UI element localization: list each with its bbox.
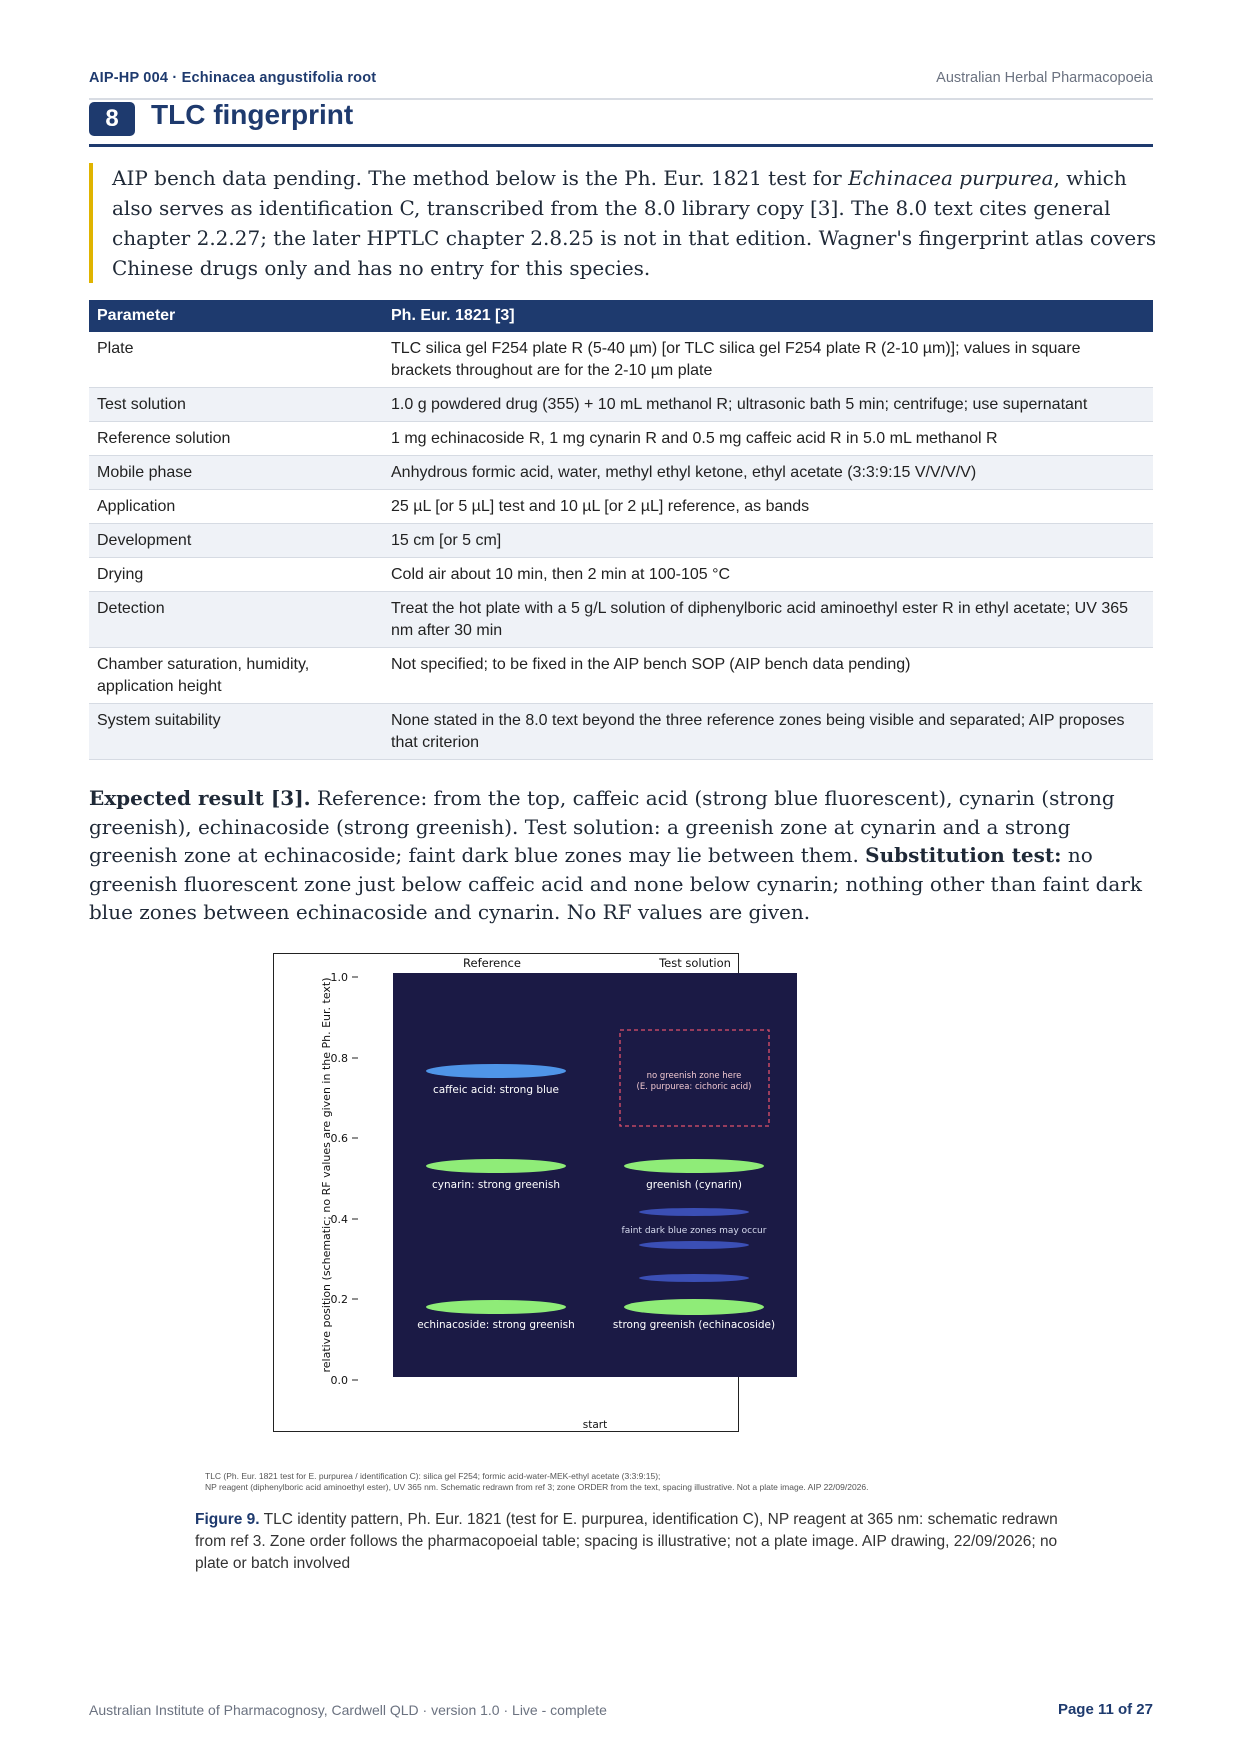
figure-caption <box>195 1509 1075 1575</box>
echinacoside-ref-label: echinacoside: strong greenish <box>417 1319 575 1331</box>
section-heading <box>89 100 1153 147</box>
callout-text-2: , which also serves as identification C, transcribed from the 8.0 library copy [3]. The 8.0 text cites general chapter 2.2.27; the later HPTLC chapter 2.8.25 is not in that edition. Wagner's fingerprint atlas covers Chinese drugs only and has no entry for this species. <box>112 166 1157 280</box>
caption-text: TLC identity pattern, Ph. Eur. 1821 (test for E. purpurea, identification C), NP reagent at 365 nm: schematic redrawn from ref 3. Zone order follows the pharmacopoeial table; spacing is illustrative; not a plate image. AIP drawing, 22/09/2026; no plate or batch involved <box>195 1511 1058 1572</box>
publication-name: Australian Herbal Pharmacopoeia <box>936 70 1153 86</box>
faint-dark-blue-zone <box>639 1208 749 1216</box>
column-label-test: Test solution <box>659 956 731 970</box>
y-tick-label: 0.0 <box>330 1374 348 1387</box>
expected-text: Reference: from the top, caffeic acid (strong blue fluorescent), cynarin (strong greenish), echinacoside (strong greenish). Test solution: a greenish zone at cynarin and a strong greenish zone at echinacoside; faint dark blue zones may lie between them. <box>89 786 1115 867</box>
table-row <box>89 490 1153 524</box>
section-title: TLC fingerprint <box>151 99 354 130</box>
cynarin-reference-zone <box>426 1159 566 1173</box>
faint-zone-label: faint dark blue zones may occur <box>621 1226 767 1236</box>
column-header: Ph. Eur. 1821 [3] <box>383 300 1153 332</box>
param-name: Application <box>89 490 383 524</box>
pending-note-callout <box>89 163 1162 283</box>
echinacoside-test-zone <box>624 1299 764 1315</box>
callout-species: Echinacea purpurea <box>848 166 1054 190</box>
cynarin-ref-label: cynarin: strong greenish <box>432 1179 560 1191</box>
cynarin-test-zone <box>624 1159 764 1173</box>
param-value: 1.0 g powdered drug (355) + 10 mL methanol R; ultrasonic bath 5 min; centrifuge; use supernatant <box>383 388 1153 422</box>
caffeic-acid-zone <box>426 1064 566 1078</box>
y-axis-ticks <box>331 971 359 1387</box>
table-row <box>89 648 1153 704</box>
figure-technical-note <box>205 1471 1105 1493</box>
param-name: Chamber saturation, humidity, application height <box>89 648 383 704</box>
y-tick-label: 1.0 <box>330 971 348 984</box>
table-header-row <box>89 300 1153 332</box>
column-label-reference: Reference <box>463 956 521 970</box>
caffeic-zone-label: caffeic acid: strong blue <box>432 1084 560 1096</box>
param-value: None stated in the 8.0 text beyond the three reference zones being visible and separated; AIP proposes that criterion <box>383 704 1153 760</box>
y-tick-label: 0.6 <box>330 1132 348 1145</box>
callout-text-1: AIP bench data pending. The method below is the Ph. Eur. 1821 test for <box>112 166 849 190</box>
faint-dark-blue-zone <box>639 1241 749 1249</box>
param-value: 25 µL [or 5 µL] test and 10 µL [or 2 µL] reference, as bands <box>383 490 1153 524</box>
section-number: 8 <box>89 102 135 136</box>
param-value: 1 mg echinacoside R, 1 mg cynarin R and 0.5 mg caffeic acid R in 5.0 mL methanol R <box>383 422 1153 456</box>
tlc-plate <box>393 973 797 1377</box>
param-name: Detection <box>89 592 383 648</box>
param-value: Anhydrous formic acid, water, methyl ethyl ketone, ethyl acetate (3:3:9:15 V/V/V/V) <box>383 456 1153 490</box>
param-value: Not specified; to be fixed in the AIP bench SOP (AIP bench data pending) <box>383 648 1153 704</box>
table-row <box>89 524 1153 558</box>
footer-institution: Australian Institute of Pharmacognosy, Cardwell QLD · version 1.0 · Live - complete <box>89 1702 607 1718</box>
param-name: Drying <box>89 558 383 592</box>
param-name: Plate <box>89 332 383 388</box>
expected-label: Expected result [3]. <box>89 786 311 810</box>
substitution-text: no greenish fluorescent zone just below caffeic acid and none below cynarin; nothing other than faint dark blue zones between echinacoside and cynarin. No RF values are given. <box>89 843 1143 924</box>
substitution-label: Substitution test: <box>865 843 1062 867</box>
faint-dark-blue-zone <box>639 1274 749 1282</box>
expected-result-paragraph <box>89 784 1153 927</box>
param-name: System suitability <box>89 704 383 760</box>
echinacoside-reference-zone <box>426 1300 566 1314</box>
running-header <box>89 70 1153 100</box>
tlc-schematic-figure <box>178 940 838 1440</box>
note-line-2: NP reagent (diphenylboric acid aminoethyl ester), UV 365 nm. Schematic redrawn from ref 3; zone ORDER from the text, spacing illustrative. Not a plate image. AIP 22/09/2026. <box>205 1482 869 1492</box>
page-number: Page 11 of 27 <box>1057 1701 1153 1718</box>
column-header: Parameter <box>89 300 383 332</box>
no-zone-label-2: (E. purpurea: cichoric acid) <box>636 1082 752 1092</box>
param-value: Cold air about 10 min, then 2 min at 100-105 °C <box>383 558 1153 592</box>
table-row <box>89 704 1153 760</box>
monograph-id: AIP-HP 004 · Echinacea angustifolia root <box>89 70 377 86</box>
param-name: Mobile phase <box>89 456 383 490</box>
param-name: Reference solution <box>89 422 383 456</box>
no-zone-label-1: no greenish zone here <box>646 1071 742 1081</box>
table-row <box>89 592 1153 648</box>
param-name: Development <box>89 524 383 558</box>
table-row <box>89 332 1153 388</box>
y-tick-label: 0.4 <box>330 1213 348 1226</box>
param-value: 15 cm [or 5 cm] <box>383 524 1153 558</box>
param-value: Treat the hot plate with a 5 g/L solution of diphenylboric acid aminoethyl ester R in ethyl acetate; UV 365 nm after 30 min <box>383 592 1153 648</box>
echinacoside-test-label: strong greenish (echinacoside) <box>612 1319 776 1331</box>
param-name: Test solution <box>89 388 383 422</box>
y-axis-label: relative position (schematic; no RF values are given in the Ph. Eur. text) <box>320 977 333 1373</box>
cynarin-test-label: greenish (cynarin) <box>646 1179 742 1191</box>
y-tick-label: 0.8 <box>330 1052 348 1065</box>
start-label: start <box>582 1419 608 1431</box>
table-row <box>89 388 1153 422</box>
table-row <box>89 558 1153 592</box>
note-line-1: TLC (Ph. Eur. 1821 test for E. purpurea / identification C): silica gel F254; formic acid-water-MEK-ethyl acetate (3:3:9:15); <box>205 1471 661 1481</box>
table-row <box>89 456 1153 490</box>
table-row <box>89 422 1153 456</box>
tlc-parameter-table <box>89 300 1153 760</box>
param-value: TLC silica gel F254 plate R (5-40 µm) [or TLC silica gel F254 plate R (2-10 µm)]; values in square brackets throughout are for the 2-10 µm plate <box>383 332 1153 388</box>
figure-label: Figure 9. <box>195 1511 260 1528</box>
y-tick-label: 0.2 <box>330 1293 348 1306</box>
